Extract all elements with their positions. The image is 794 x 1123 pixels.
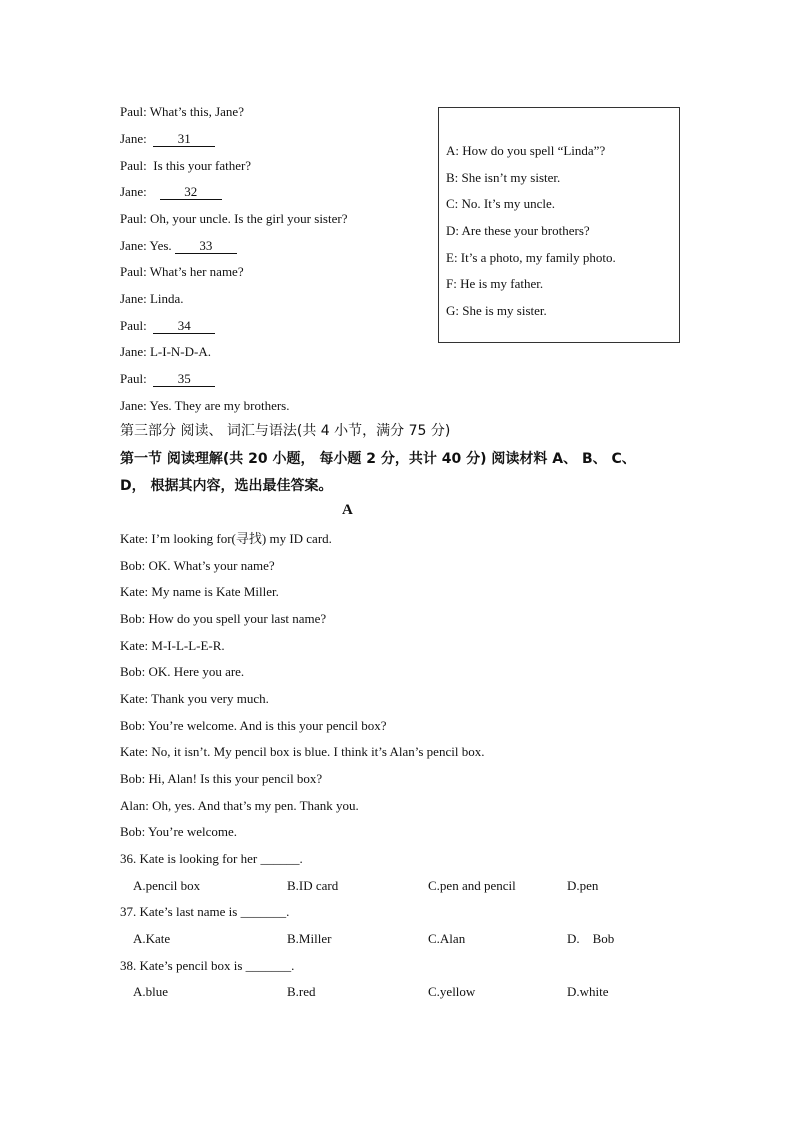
option-e: E: It’s a photo, my family photo. xyxy=(446,250,616,265)
answer-blank[interactable]: 34 xyxy=(153,319,215,334)
dialogue-line: Alan: Oh, yes. And that’s my pen. Thank you. xyxy=(120,798,359,813)
dialogue-line: Jane: 31 xyxy=(120,131,215,147)
dialogue-line: Paul: What’s her name? xyxy=(120,264,244,279)
dialogue-line: Bob: You’re welcome. xyxy=(120,824,237,839)
dialogue-line: Jane: L-I-N-D-A. xyxy=(120,344,211,359)
choice-c[interactable]: C.yellow xyxy=(428,984,476,999)
options-box xyxy=(438,107,680,343)
choice-d[interactable]: D. Bob xyxy=(567,931,615,946)
dialogue-line: Jane: Yes. They are my brothers. xyxy=(120,398,290,413)
answer-blank[interactable]: 32 xyxy=(160,185,222,200)
dialogue-line: Bob: OK. What’s your name? xyxy=(120,558,275,573)
choice-d[interactable]: D.pen xyxy=(567,878,599,893)
choice-a[interactable]: A.blue xyxy=(133,984,169,999)
dialogue-line: Paul: What’s this, Jane? xyxy=(120,104,244,119)
dialogue-line: Kate: My name is Kate Miller. xyxy=(120,584,279,599)
section-3-title: 第三部分 阅读、 词汇与语法(共 4 小节，满分 75 分) xyxy=(120,423,451,439)
answer-blank[interactable]: 33 xyxy=(175,239,237,254)
answer-blank[interactable]: 31 xyxy=(153,132,215,147)
dialogue-line: Jane: Linda. xyxy=(120,291,184,306)
option-a: A: How do you spell “Linda”? xyxy=(446,143,606,158)
section-1-title-line-1: 第一节 阅读理解(共 20 小题， 每小题 2 分，共计 40 分) 阅读材料 A、 B、 C、 xyxy=(120,451,636,467)
dialogue-line: Bob: Hi, Alan! Is this your pencil box? xyxy=(120,771,323,786)
choice-c[interactable]: C.Alan xyxy=(428,931,466,946)
option-g: G: She is my sister. xyxy=(446,303,547,318)
dialogue-line: Paul: 35 xyxy=(120,371,215,387)
choice-b[interactable]: B.red xyxy=(287,984,316,999)
question-stem: 36. Kate is looking for her ______. xyxy=(120,851,303,866)
option-d: D: Are these your brothers? xyxy=(446,223,590,238)
dialogue-line: Kate: I’m looking for(寻找) my ID card. xyxy=(120,531,332,546)
dialogue-line: Jane: 32 xyxy=(120,184,222,200)
question-stem: 38. Kate’s pencil box is _______. xyxy=(120,958,295,973)
choice-b[interactable]: B.Miller xyxy=(287,931,332,946)
dialogue-line: Kate: Thank you very much. xyxy=(120,691,269,706)
option-c: C: No. It’s my uncle. xyxy=(446,196,556,211)
dialogue-line: Paul: 34 xyxy=(120,318,215,334)
dialogue-line: Paul: Oh, your uncle. Is the girl your sister? xyxy=(120,211,348,226)
choice-d[interactable]: D.white xyxy=(567,984,609,999)
dialogue-line: Bob: OK. Here you are. xyxy=(120,664,245,679)
choice-a[interactable]: A.pencil box xyxy=(133,878,201,893)
choice-c[interactable]: C.pen and pencil xyxy=(428,878,516,893)
dialogue-line: Bob: You’re welcome. And is this your pencil box? xyxy=(120,718,387,733)
answer-blank[interactable]: 35 xyxy=(153,372,215,387)
passage-label: A xyxy=(342,502,353,518)
question-stem: 37. Kate’s last name is _______. xyxy=(120,904,290,919)
dialogue-line: Kate: M-I-L-L-E-R. xyxy=(120,638,225,653)
option-b: B: She isn’t my sister. xyxy=(446,170,561,185)
choice-b[interactable]: B.ID card xyxy=(287,878,339,893)
dialogue-line: Jane: Yes. 33 xyxy=(120,238,237,254)
dialogue-line: Kate: No, it isn’t. My pencil box is blue. I think it’s Alan’s pencil box. xyxy=(120,744,485,759)
option-f: F: He is my father. xyxy=(446,276,544,291)
dialogue-line: Paul: Is this your father? xyxy=(120,158,252,173)
section-1-title-line-2: D， 根据其内容，选出最佳答案。 xyxy=(120,478,333,494)
choice-a[interactable]: A.Kate xyxy=(133,931,171,946)
dialogue-line: Bob: How do you spell your last name? xyxy=(120,611,327,626)
